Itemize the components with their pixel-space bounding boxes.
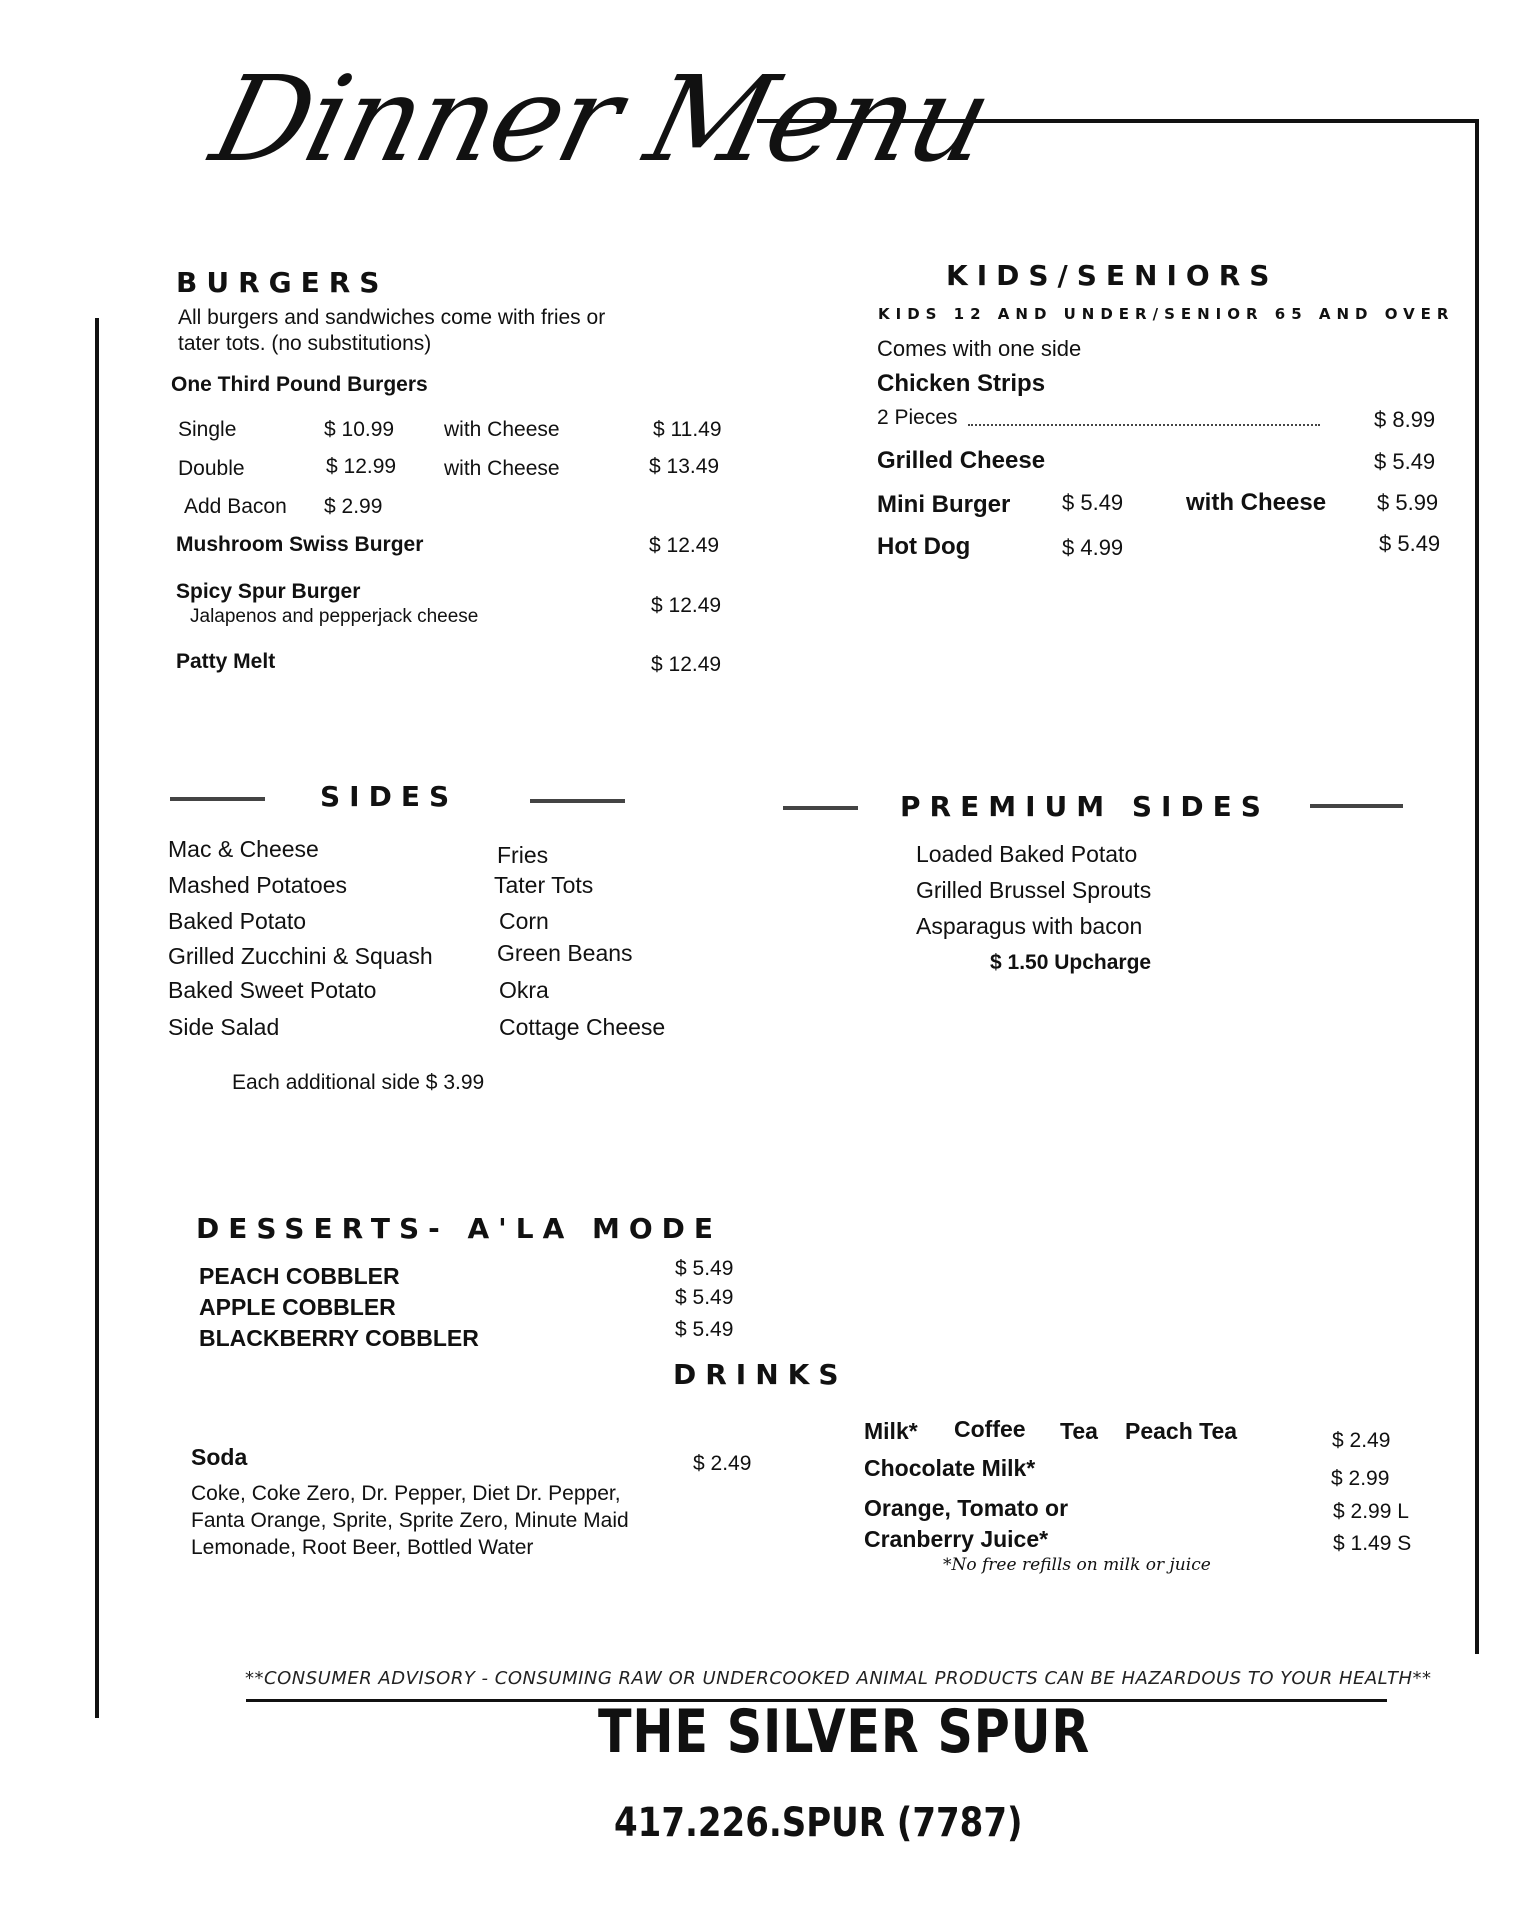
premium-upcharge: $ 1.50 Upcharge	[990, 951, 1152, 974]
mushroom-label: Mushroom Swiss Burger	[176, 533, 424, 556]
milk-label: Milk*	[864, 1418, 918, 1444]
desserts-heading: DESSERTS- A'LA MODE	[196, 1212, 723, 1245]
double-cheese-label: with Cheese	[444, 457, 560, 480]
left-frame-line	[95, 318, 99, 1718]
peach-tea-label: Peach Tea	[1125, 1418, 1238, 1444]
soda-label: Soda	[191, 1444, 248, 1470]
chicken-strips-label: Chicken Strips	[877, 370, 1046, 397]
soda-list-line2: Fanta Orange, Sprite, Sprite Zero, Minute Maid	[191, 1509, 629, 1532]
phone-number: 417.226.SPUR (7787)	[614, 1800, 1023, 1846]
chocolate-milk-price: $ 2.99	[1331, 1467, 1390, 1490]
side-left-3: Grilled Zucchini & Squash	[168, 943, 433, 969]
burgers-note-line1: All burgers and sandwiches come with fries or	[178, 306, 606, 329]
juice-price-small: $ 1.49 S	[1333, 1532, 1412, 1555]
tea-label: Tea	[1060, 1418, 1098, 1444]
sides-rule-left	[170, 797, 265, 801]
dessert-item-2-price: $ 5.49	[675, 1318, 734, 1341]
drinks-footnote: *No free refills on milk or juice	[943, 1555, 1211, 1575]
premium-heading: PREMIUM SIDES	[900, 790, 1270, 823]
side-left-2: Baked Potato	[168, 908, 307, 934]
burgers-note-line2: tater tots. (no substitutions)	[178, 332, 432, 355]
kids-note: Comes with one side	[877, 336, 1082, 361]
burgers-subheading: One Third Pound Burgers	[171, 373, 428, 396]
side-left-0: Mac & Cheese	[168, 836, 319, 862]
burgers-heading: BURGERS	[176, 266, 389, 299]
mushroom-price: $ 12.49	[649, 534, 720, 557]
premium-item-1: Grilled Brussel Sprouts	[916, 877, 1152, 903]
chicken-strips-desc: 2 Pieces	[877, 406, 958, 429]
spicy-desc: Jalapenos and pepperjack cheese	[190, 606, 479, 627]
premium-item-0: Loaded Baked Potato	[916, 841, 1138, 867]
hot-dog-alt-price: $ 5.49	[1379, 531, 1441, 556]
juice-label-line2: Cranberry Juice*	[864, 1526, 1049, 1552]
side-right-1: Tater Tots	[494, 872, 594, 898]
dessert-item-2-label: BLACKBERRY COBBLER	[199, 1325, 479, 1351]
side-right-2: Corn	[499, 908, 549, 934]
side-left-5: Side Salad	[168, 1014, 280, 1040]
menu-title: Dinner Menu	[200, 50, 1004, 188]
double-price: $ 12.99	[326, 455, 397, 478]
patty-label: Patty Melt	[176, 650, 276, 673]
premium-item-2: Asparagus with bacon	[916, 913, 1143, 939]
sides-heading: SIDES	[320, 780, 459, 813]
single-cheese-price: $ 11.49	[653, 418, 722, 441]
side-left-4: Baked Sweet Potato	[168, 977, 377, 1003]
soda-list-line3: Lemonade, Root Beer, Bottled Water	[191, 1536, 534, 1559]
dessert-item-0-label: PEACH COBBLER	[199, 1263, 400, 1289]
mini-burger-cheese-label: with Cheese	[1186, 489, 1327, 516]
dessert-item-0-price: $ 5.49	[675, 1257, 734, 1280]
side-right-4: Okra	[499, 977, 549, 1003]
soda-list-line1: Coke, Coke Zero, Dr. Pepper, Diet Dr. Pepper,	[191, 1482, 621, 1505]
spicy-label: Spicy Spur Burger	[176, 580, 361, 603]
brand-name: THE SILVER SPUR	[598, 1697, 1091, 1767]
mini-burger-price: $ 5.49	[1062, 490, 1124, 515]
grilled-cheese-label: Grilled Cheese	[877, 447, 1046, 474]
hot-dog-price: $ 4.99	[1062, 535, 1124, 560]
coffee-label: Coffee	[954, 1416, 1026, 1442]
chocolate-milk-label: Chocolate Milk*	[864, 1455, 1036, 1481]
premium-rule-left	[783, 806, 858, 810]
grilled-cheese-price: $ 5.49	[1374, 449, 1436, 474]
juice-price-large: $ 2.99 L	[1333, 1500, 1409, 1523]
patty-price: $ 12.49	[651, 653, 722, 676]
kids-subheading: KIDS 12 AND UNDER/SENIOR 65 AND OVER	[878, 305, 1455, 323]
additional-side-note: Each additional side $ 3.99	[232, 1071, 485, 1094]
right-frame-line	[1475, 119, 1479, 1654]
spicy-price: $ 12.49	[651, 594, 722, 617]
soda-price: $ 2.49	[693, 1452, 752, 1475]
side-left-1: Mashed Potatoes	[168, 872, 348, 898]
side-right-5: Cottage Cheese	[499, 1014, 666, 1040]
bacon-price: $ 2.99	[324, 495, 383, 518]
bacon-label: Add Bacon	[184, 495, 287, 518]
single-cheese-label: with Cheese	[444, 418, 560, 441]
dessert-item-1-label: APPLE COBBLER	[199, 1294, 396, 1320]
kids-heading: KIDS/SENIORS	[946, 259, 1279, 292]
single-label: Single	[178, 418, 237, 441]
mini-burger-cheese-price: $ 5.99	[1377, 490, 1439, 515]
consumer-advisory: **CONSUMER ADVISORY - CONSUMING RAW OR UNDERCOOKED ANIMAL PRODUCTS CAN BE HAZARDOUS TO YOUR HEALTH**	[245, 1668, 1432, 1689]
single-price: $ 10.99	[324, 418, 395, 441]
hot-dog-label: Hot Dog	[877, 533, 971, 560]
side-right-0: Fries	[497, 842, 549, 868]
juice-label-line1: Orange, Tomato or	[864, 1495, 1069, 1521]
mini-burger-label: Mini Burger	[877, 491, 1011, 518]
chicken-strips-dot-leader	[968, 424, 1320, 426]
double-label: Double	[178, 457, 245, 480]
premium-rule-right	[1310, 804, 1403, 808]
dessert-item-1-price: $ 5.49	[675, 1286, 734, 1309]
drinks-heading: DRINKS	[673, 1358, 848, 1391]
basic-drinks-price: $ 2.49	[1332, 1429, 1391, 1452]
sides-rule-right	[530, 799, 625, 803]
side-right-3: Green Beans	[497, 940, 633, 966]
double-cheese-price: $ 13.49	[649, 455, 720, 478]
chicken-strips-price: $ 8.99	[1374, 407, 1436, 432]
